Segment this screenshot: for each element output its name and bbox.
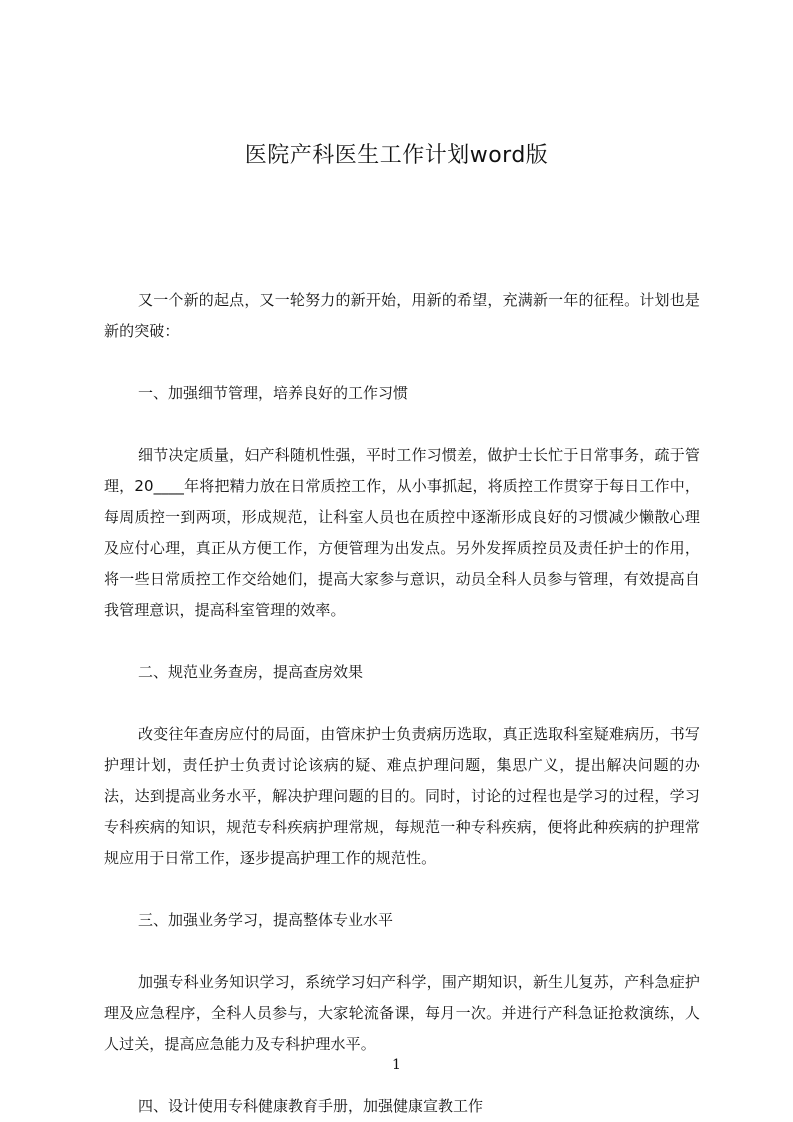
section-heading-2: 二、规范业务查房，提高查房效果 bbox=[138, 663, 364, 681]
section-body-3: 加强专科业务知识学习，系统学习妇产科学，围产期知识，新生儿复苏，产科急症护理及应急程序，全科人员参与，大家轮流备课，每月一次。并进行产科急证抢救演练，人人过关，提高应急能力及专科护理水平。 bbox=[104, 973, 700, 1053]
intro-paragraph: 又一个新的起点，又一轮努力的新开始，用新的希望，充满新一年的征程。计划也是新的突破： bbox=[104, 291, 700, 340]
section-body-1: 细节决定质量，妇产科随机性强，平时工作习惯差，做护士长忙于日常事务，疏于管理，20____年将把精力放在日常质控工作，从小事抓起，将质控工作贯穿于每日工作中，每周质控一到两项，形成规范，让科室人员也在质控中逐渐形成良好的习惯减少懒散心理及应付心理，真正从方便工作，方便管理为出发点。另外发挥质控员及责任护士的作用，将一些日常质控工作交给她们，提高大家参与意识，动员全科人员参与管理，有效提高自我管理意识，提高科室管理的效率。 bbox=[104, 446, 700, 619]
paragraph-gap bbox=[104, 688, 700, 719]
paragraph-gap bbox=[104, 874, 700, 905]
paragraph-gap bbox=[104, 936, 700, 967]
document-content bbox=[104, 285, 700, 1122]
page-number: 1 bbox=[392, 1057, 401, 1073]
section-heading-3: 三、加强业务学习，提高整体专业水平 bbox=[138, 911, 394, 929]
section-heading-4: 四、设计使用专科健康教育手册，加强健康宣教工作 bbox=[138, 1097, 484, 1115]
section-body-2: 改变往年查房应付的局面，由管床护士负责病历选取，真正选取科室疑难病历，书写护理计划，责任护士负责讨论该病的疑、难点护理问题，集思广义，提出解决问题的办法，达到提高业务水平，解决护理问题的目的。同时，讨论的过程也是学习的过程，学习专科疾病的知识，规范专科疾病护理常规，每规范一种专科疾病，便将此种疾病的护理常规应用于日常工作，逐步提高护理工作的规范性。 bbox=[104, 725, 700, 867]
paragraph-gap bbox=[104, 409, 700, 440]
section-heading-1: 一、加强细节管理，培养良好的工作习惯 bbox=[138, 384, 409, 402]
paragraph-gap bbox=[104, 347, 700, 378]
document-title: 医院产科医生工作计划word版 bbox=[244, 143, 549, 168]
paragraph-gap bbox=[104, 626, 700, 657]
